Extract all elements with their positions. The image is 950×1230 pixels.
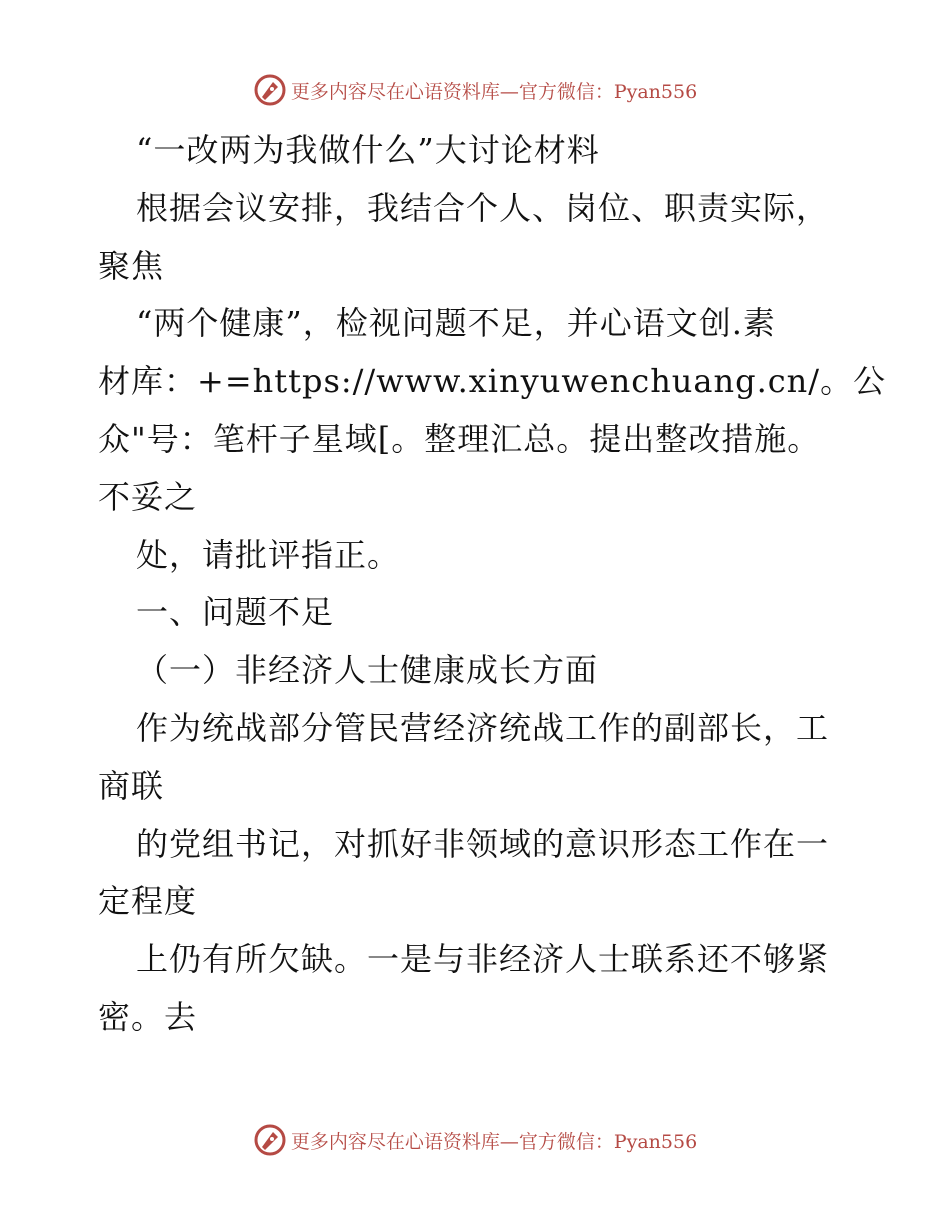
- document-title: “一改两为我做什么”大讨论材料: [136, 131, 600, 169]
- paragraph-line: 作为统战部分管民营经济统战工作的副部长，工: [136, 708, 830, 747]
- subsection-heading: （一）非经济人士健康成长方面: [136, 651, 599, 690]
- footer-banner-text: 更多内容尽在心语资料库—官方微信：Pyan556: [290, 1130, 698, 1153]
- pen-nib-logo-icon: [253, 1123, 287, 1157]
- document-body: [98, 122, 887, 1047]
- paragraph-line: 商联: [98, 766, 165, 805]
- section-heading: 一、问题不足: [136, 593, 335, 632]
- paragraph-line: 处，请批评指正。: [136, 535, 401, 574]
- paragraph-line: 材库：+=https://www.xinyuwenchuang.cn/。公: [98, 362, 887, 401]
- header-banner: [0, 70, 950, 110]
- paragraph-line: 上仍有所欠缺。一是与非经济人士联系还不够紧: [136, 940, 830, 979]
- paragraph-line: 不妥之: [98, 477, 198, 516]
- paragraph-line: 众"号：笔杆子星域[。整理汇总。提出整改措施。: [98, 419, 821, 458]
- paragraph-line: 聚焦: [98, 246, 165, 285]
- header-banner-text: 更多内容尽在心语资料库—官方微信：Pyan556: [290, 80, 698, 103]
- paragraph-line: 定程度: [98, 882, 198, 921]
- pen-nib-logo-icon: [253, 73, 287, 107]
- paragraph-line: 密。去: [98, 997, 198, 1036]
- paragraph-line: 的党组书记，对抓好非领域的意识形态工作在一: [136, 824, 830, 863]
- paragraph-line: 根据会议安排，我结合个人、岗位、职责实际，: [136, 188, 830, 227]
- paragraph-line: “两个健康”，检视问题不足，并心语文创.素: [136, 304, 776, 343]
- footer-banner: [0, 1120, 950, 1160]
